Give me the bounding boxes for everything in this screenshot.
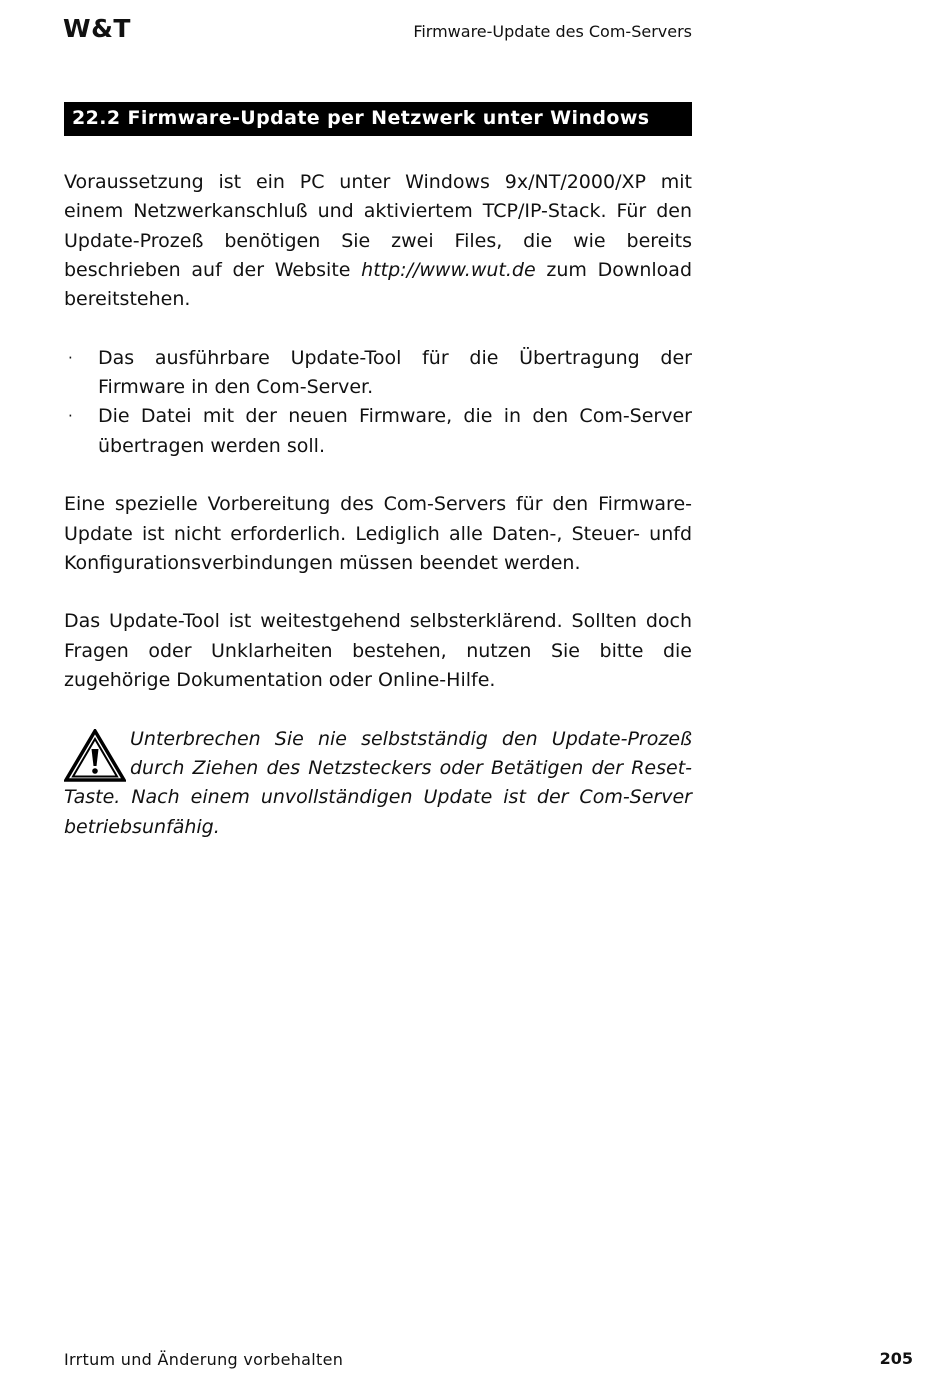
update-tool-paragraph: Das Update-Tool ist weitestgehend selbsterklärend. Sollten doch Fragen oder Unklarheiten bestehen, nutzen Sie bitte die zugehörige Dokumentation oder Online-Hilfe. — [64, 610, 692, 692]
warning-text: Unterbrechen Sie nie selbstständig den Update-Prozeß durch Ziehen des Netzsteckers oder Betätigen der Reset-Taste. Nach einem unvollständigen Update ist der Com-Server betriebsunfähig. — [64, 727, 692, 838]
brand-logo: W&T — [63, 14, 131, 43]
footer-note: Irrtum und Änderung vorbehalten — [64, 1350, 344, 1369]
list-item-text: Das ausführbare Update-Tool für die Übertragung der Firmware in den Com-Server. — [98, 346, 692, 399]
list-item-text: Die Datei mit der neuen Firmware, die in den Com-Server übertragen werden soll. — [98, 405, 692, 457]
list-item — [64, 402, 692, 461]
bullet-icon: · — [68, 407, 73, 426]
list-item — [64, 344, 692, 403]
preparation-paragraph: Eine spezielle Vorbereitung des Com-Servers für den Firmware-Update ist nicht erforderlich. Lediglich alle Daten-, Steuer- unfd Konfigurationsverbindungen müssen beendet werden. — [64, 493, 692, 574]
bullet-icon: · — [68, 348, 73, 367]
intro-text-end: zum Download bereitstehen. — [64, 258, 693, 311]
page-content — [64, 168, 692, 842]
intro-text-start: Voraussetzung ist ein PC unter Windows 9x/NT/2000/XP mit einem Netzwerkanschluß und aktiviertem TCP/IP-Stack. Für den Update-Prozeß benötigen Sie zwei Files, die wie bereits beschrieben auf der Website — [64, 171, 692, 281]
website-url: http://www.wut.de — [361, 258, 536, 281]
running-header-title: Firmware-Update des Com-Servers — [413, 22, 692, 41]
section-heading: 22.2 Firmware-Update per Netzwerk unter Windows — [64, 102, 692, 136]
warning-triangle-icon — [64, 729, 126, 783]
intro-paragraph — [64, 168, 692, 314]
file-list — [64, 344, 692, 461]
warning-note — [64, 725, 692, 842]
page-number: 205 — [879, 1349, 913, 1368]
